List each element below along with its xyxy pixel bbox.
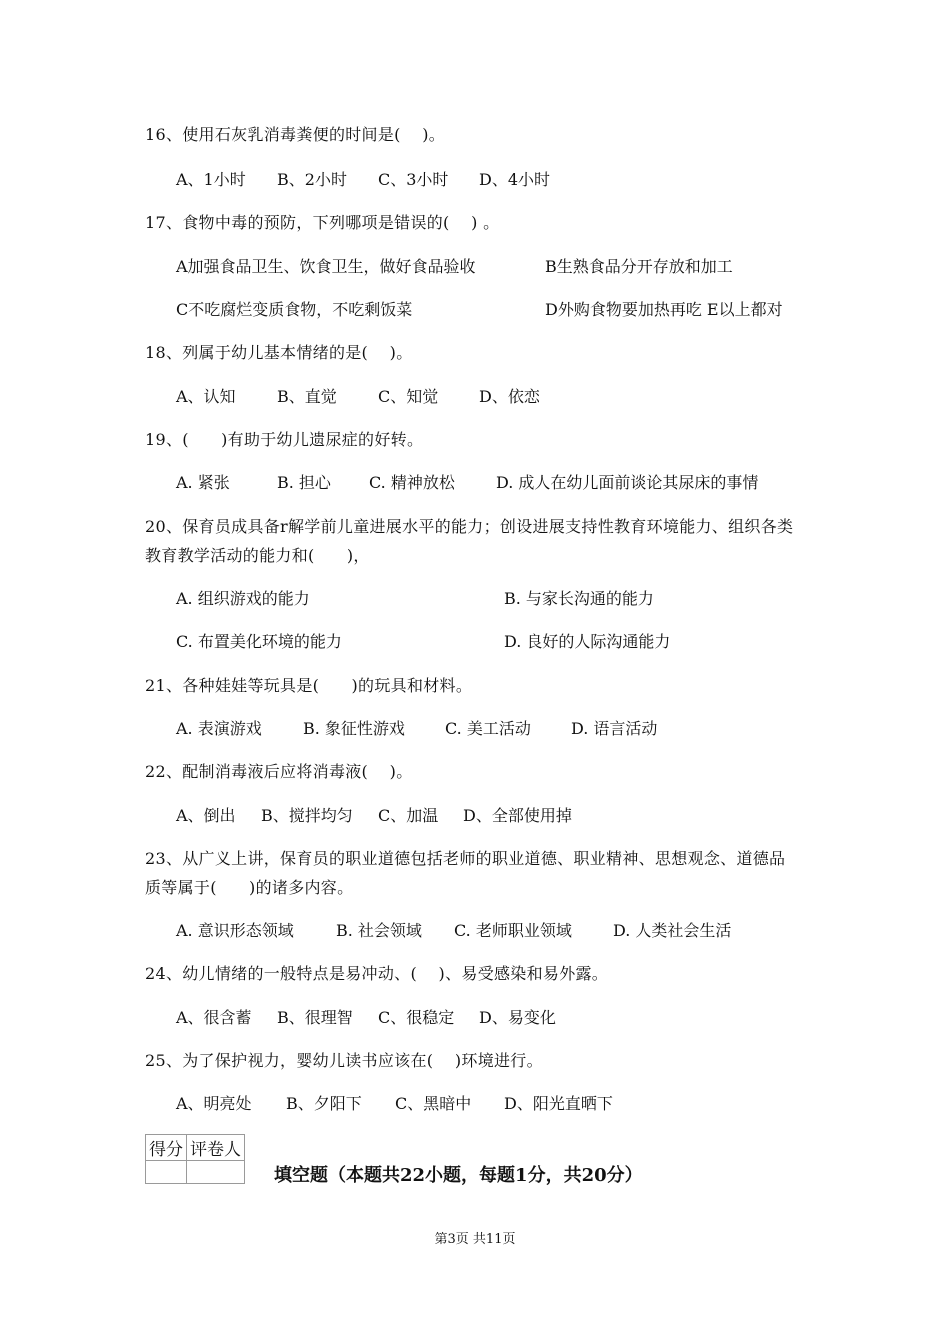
q23-option-c: C. 老师职业领域 [454, 921, 572, 940]
q19-option-a: A. 紧张 [176, 473, 230, 492]
q21-option-b: B. 象征性游戏 [303, 719, 405, 738]
grader-header: 评卷人 [187, 1135, 245, 1161]
question-23-stem-line1: 23、从广义上讲，保育员的职业道德包括老师的职业道德、职业精神、思想观念、道德品 [145, 849, 786, 868]
question-16-stem: 16、使用石灰乳消毒粪便的时间是( )。 [145, 125, 446, 144]
question-19-stem: 19、( )有助于幼儿遗尿症的好转。 [145, 430, 424, 449]
q22-option-b: B、搅拌均匀 [261, 806, 353, 825]
q25-option-c: C、黑暗中 [395, 1094, 472, 1113]
grader-cell [187, 1161, 245, 1184]
q20-option-a: A. 组织游戏的能力 [176, 589, 310, 608]
question-24-stem: 24、幼儿情绪的一般特点是易冲动、( )、易受感染和易外露。 [145, 964, 609, 983]
question-25-stem: 25、为了保护视力，婴幼儿读书应该在( )环境进行。 [145, 1051, 543, 1070]
q19-option-c: C. 精神放松 [369, 473, 455, 492]
q18-option-c: C、知觉 [378, 387, 439, 406]
q23-option-a: A. 意识形态领域 [176, 921, 294, 940]
q24-option-a: A、很含蓄 [176, 1008, 252, 1027]
q23-option-d: D. 人类社会生活 [613, 921, 732, 940]
q25-option-a: A、明亮处 [176, 1094, 252, 1113]
q19-option-d: D. 成人在幼儿面前谈论其尿床的事情 [496, 473, 759, 492]
question-22-stem: 22、配制消毒液后应将消毒液( )。 [145, 762, 413, 781]
q24-option-b: B、很理智 [277, 1008, 353, 1027]
q19-option-b: B. 担心 [277, 473, 331, 492]
question-18-stem: 18、列属于幼儿基本情绪的是( )。 [145, 343, 413, 362]
q20-option-c: C. 布置美化环境的能力 [176, 632, 342, 651]
q24-option-d: D、易变化 [479, 1008, 556, 1027]
question-21-stem: 21、各种娃娃等玩具是( )的玩具和材料。 [145, 676, 473, 695]
q17-option-b: B生熟食品分开存放和加工 [545, 257, 733, 276]
score-box [145, 1134, 245, 1184]
page-footer: 第3页 共11页 [434, 1232, 516, 1247]
score-header: 得分 [146, 1135, 187, 1161]
q25-option-d: D、阳光直晒下 [504, 1094, 613, 1113]
score-cell [146, 1161, 187, 1184]
q21-option-a: A. 表演游戏 [176, 719, 262, 738]
q23-option-b: B. 社会领域 [336, 921, 422, 940]
q22-option-a: A、倒出 [176, 806, 236, 825]
question-20-stem-line1: 20、保育员成具备r解学前儿童进展水平的能力；创设进展支持性教育环境能力、组织各类 [145, 517, 794, 536]
q21-option-c: C. 美工活动 [445, 719, 531, 738]
q24-option-c: C、很稳定 [378, 1008, 455, 1027]
question-17-stem: 17、食物中毒的预防，下列哪项是错误的( ) 。 [145, 213, 500, 232]
q16-option-a: A、1小时 [176, 170, 246, 189]
q22-option-c: C、加温 [378, 806, 439, 825]
question-23-stem-line2: 质等属于( )的诸多内容。 [145, 878, 354, 897]
q17-option-d: D外购食物要加热再吃 E以上都对 [545, 300, 783, 319]
section-title: 填空题（本题共22小题，每题1分，共20分） [274, 1165, 643, 1186]
q25-option-b: B、夕阳下 [286, 1094, 362, 1113]
q21-option-d: D. 语言活动 [571, 719, 658, 738]
q18-option-b: B、直觉 [277, 387, 337, 406]
question-20-stem-line2: 教育教学活动的能力和( )， [145, 546, 370, 565]
q22-option-d: D、全部使用掉 [463, 806, 572, 825]
q16-option-b: B、2小时 [277, 170, 347, 189]
q18-option-a: A、认知 [176, 387, 236, 406]
q17-option-a: A加强食品卫生、饮食卫生，做好食品验收 [176, 257, 476, 276]
q18-option-d: D、依恋 [479, 387, 540, 406]
q17-option-c: C不吃腐烂变质食物，不吃剩饭菜 [176, 300, 413, 319]
q16-option-c: C、3小时 [378, 170, 449, 189]
q16-option-d: D、4小时 [479, 170, 551, 189]
q20-option-b: B. 与家长沟通的能力 [504, 589, 654, 608]
q20-option-d: D. 良好的人际沟通能力 [504, 632, 671, 651]
